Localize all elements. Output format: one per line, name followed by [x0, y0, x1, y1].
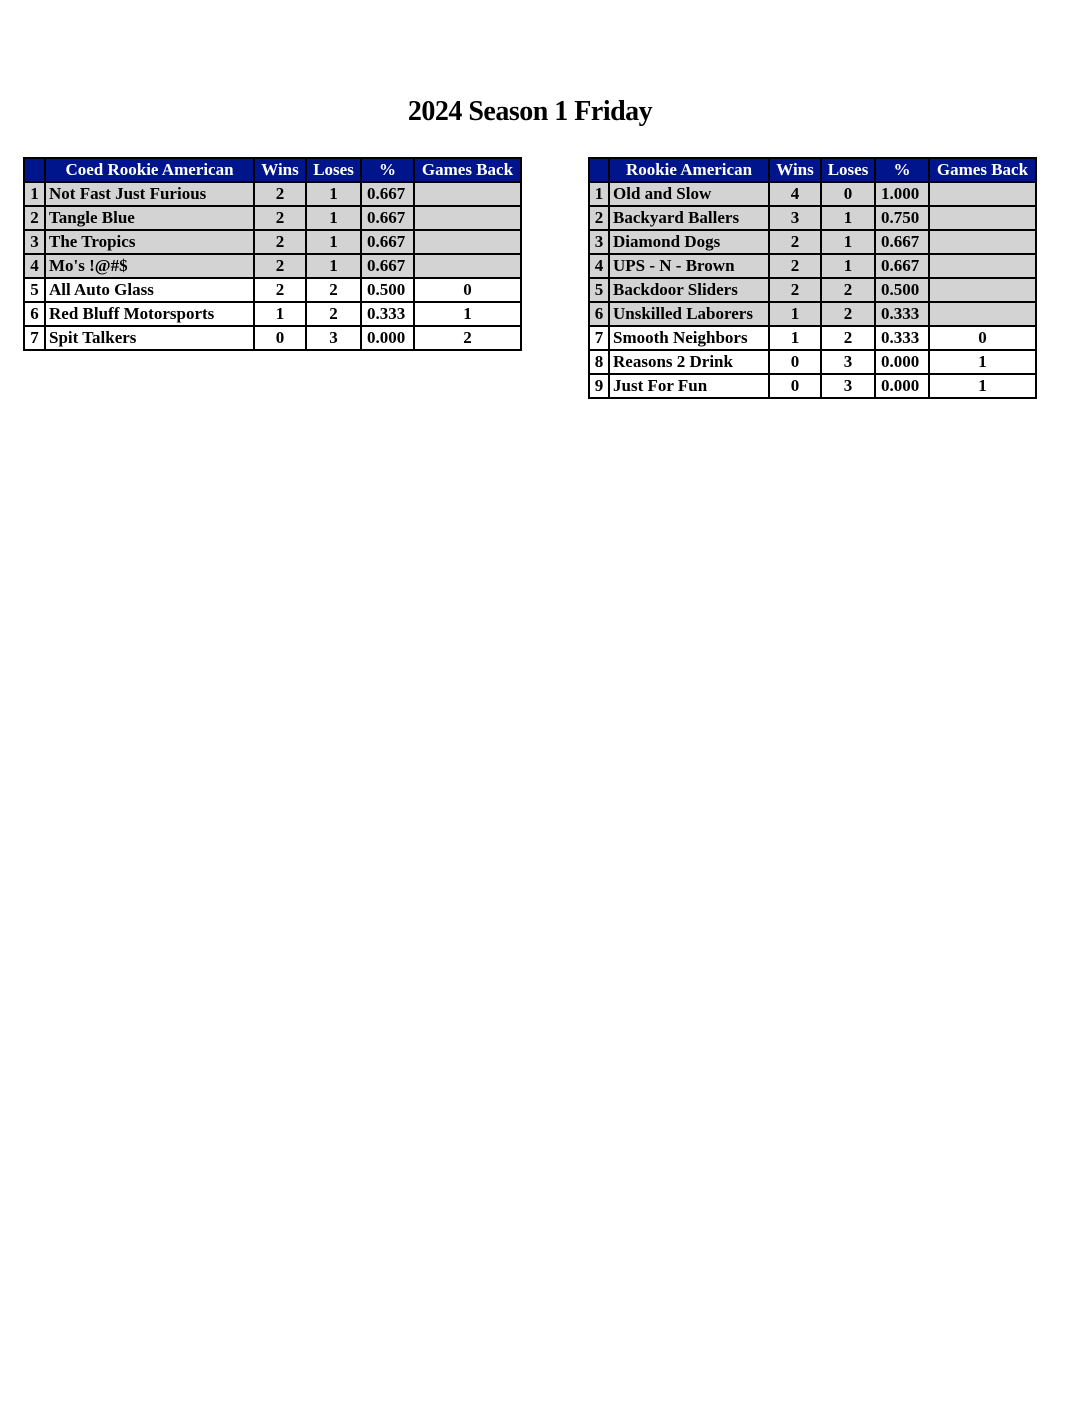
wins-cell: 1 — [769, 326, 821, 350]
pct-cell: 0.333 — [875, 302, 929, 326]
pct-cell: 0.000 — [361, 326, 414, 350]
wins-cell: 0 — [769, 350, 821, 374]
pct-cell: 0.500 — [361, 278, 414, 302]
pct-cell: 0.000 — [875, 374, 929, 398]
wins-header: Wins — [254, 158, 306, 182]
loses-cell: 2 — [821, 326, 875, 350]
wins-cell: 2 — [254, 254, 306, 278]
rank-cell: 4 — [24, 254, 45, 278]
team-name-cell: Reasons 2 Drink — [609, 350, 769, 374]
wins-cell: 1 — [769, 302, 821, 326]
team-name-cell: Tangle Blue — [45, 206, 254, 230]
team-name-cell: Old and Slow — [609, 182, 769, 206]
pct-cell: 1.000 — [875, 182, 929, 206]
team-name-cell: Just For Fun — [609, 374, 769, 398]
rank-cell: 8 — [589, 350, 609, 374]
games-back-cell — [929, 230, 1036, 254]
wins-cell: 2 — [254, 206, 306, 230]
standings-body — [24, 182, 521, 350]
pct-cell: 0.667 — [361, 254, 414, 278]
pct-cell: 0.667 — [361, 206, 414, 230]
loses-cell: 2 — [306, 278, 361, 302]
table-row — [589, 230, 1036, 254]
table-row — [589, 350, 1036, 374]
rank-cell: 9 — [589, 374, 609, 398]
rank-cell: 6 — [24, 302, 45, 326]
wins-cell: 2 — [254, 230, 306, 254]
division-name-header: Rookie American — [609, 158, 769, 182]
table-row — [24, 254, 521, 278]
pct-cell: 0.000 — [875, 350, 929, 374]
wins-cell: 1 — [254, 302, 306, 326]
division-name-header: Coed Rookie American — [45, 158, 254, 182]
pct-cell: 0.667 — [875, 230, 929, 254]
loses-cell: 2 — [821, 302, 875, 326]
team-name-cell: Backyard Ballers — [609, 206, 769, 230]
wins-cell: 0 — [769, 374, 821, 398]
team-name-cell: Unskilled Laborers — [609, 302, 769, 326]
rank-cell: 3 — [589, 230, 609, 254]
loses-cell: 3 — [306, 326, 361, 350]
loses-cell: 1 — [306, 206, 361, 230]
wins-cell: 2 — [254, 278, 306, 302]
table-row — [24, 206, 521, 230]
games-back-cell — [929, 206, 1036, 230]
rank-cell: 7 — [24, 326, 45, 350]
table-row — [24, 326, 521, 350]
pct-header: % — [875, 158, 929, 182]
games-back-cell — [414, 254, 521, 278]
loses-cell: 2 — [306, 302, 361, 326]
pct-cell: 0.667 — [875, 254, 929, 278]
loses-cell: 3 — [821, 350, 875, 374]
games-back-cell: 2 — [414, 326, 521, 350]
table-row — [589, 326, 1036, 350]
games-back-cell — [414, 182, 521, 206]
team-name-cell: Red Bluff Motorsports — [45, 302, 254, 326]
loses-cell: 1 — [306, 254, 361, 278]
table-row — [589, 302, 1036, 326]
team-name-cell: UPS - N - Brown — [609, 254, 769, 278]
page-title: 2024 Season 1 Friday — [407, 96, 653, 127]
table-row — [24, 230, 521, 254]
pct-cell: 0.667 — [361, 230, 414, 254]
games-back-cell: 1 — [929, 350, 1036, 374]
standings-table-coed-rookie-american — [23, 157, 522, 351]
rank-cell: 5 — [589, 278, 609, 302]
games-back-cell — [929, 302, 1036, 326]
loses-cell: 1 — [821, 206, 875, 230]
wins-cell: 2 — [769, 230, 821, 254]
rank-header — [24, 158, 45, 182]
pct-header: % — [361, 158, 414, 182]
wins-cell: 0 — [254, 326, 306, 350]
loses-cell: 1 — [306, 230, 361, 254]
table-row — [589, 278, 1036, 302]
table-row — [589, 254, 1036, 278]
table-row — [589, 374, 1036, 398]
team-name-cell: Not Fast Just Furious — [45, 182, 254, 206]
games-back-cell: 0 — [414, 278, 521, 302]
rank-cell: 1 — [24, 182, 45, 206]
table-row — [24, 182, 521, 206]
rank-cell: 4 — [589, 254, 609, 278]
loses-header: Loses — [821, 158, 875, 182]
wins-cell: 4 — [769, 182, 821, 206]
loses-cell: 1 — [821, 254, 875, 278]
team-name-cell: Smooth Neighbors — [609, 326, 769, 350]
pct-cell: 0.333 — [361, 302, 414, 326]
pct-cell: 0.333 — [875, 326, 929, 350]
games-back-cell — [929, 254, 1036, 278]
games-back-cell — [929, 182, 1036, 206]
team-name-cell: Backdoor Sliders — [609, 278, 769, 302]
rank-cell: 2 — [589, 206, 609, 230]
team-name-cell: The Tropics — [45, 230, 254, 254]
team-name-cell: All Auto Glass — [45, 278, 254, 302]
table-row — [24, 278, 521, 302]
header-row — [589, 158, 1036, 182]
team-name-cell: Diamond Dogs — [609, 230, 769, 254]
table-row — [589, 182, 1036, 206]
wins-cell: 2 — [254, 182, 306, 206]
loses-cell: 0 — [821, 182, 875, 206]
games-back-cell: 0 — [929, 326, 1036, 350]
loses-header: Loses — [306, 158, 361, 182]
games-back-cell — [414, 206, 521, 230]
wins-cell: 2 — [769, 278, 821, 302]
rank-cell: 6 — [589, 302, 609, 326]
games-back-header: Games Back — [929, 158, 1036, 182]
standings-body — [589, 182, 1036, 398]
loses-cell: 2 — [821, 278, 875, 302]
wins-cell: 3 — [769, 206, 821, 230]
loses-cell: 1 — [821, 230, 875, 254]
wins-cell: 2 — [769, 254, 821, 278]
games-back-cell — [929, 278, 1036, 302]
games-back-cell: 1 — [929, 374, 1036, 398]
rank-header — [589, 158, 609, 182]
team-name-cell: Spit Talkers — [45, 326, 254, 350]
rank-cell: 5 — [24, 278, 45, 302]
table-row — [24, 302, 521, 326]
loses-cell: 1 — [306, 182, 361, 206]
table-row — [589, 206, 1036, 230]
pct-cell: 0.750 — [875, 206, 929, 230]
team-name-cell: Mo's !@#$ — [45, 254, 254, 278]
pct-cell: 0.667 — [361, 182, 414, 206]
rank-cell: 7 — [589, 326, 609, 350]
pct-cell: 0.500 — [875, 278, 929, 302]
games-back-header: Games Back — [414, 158, 521, 182]
loses-cell: 3 — [821, 374, 875, 398]
header-row — [24, 158, 521, 182]
standings-table-rookie-american — [588, 157, 1037, 399]
games-back-cell: 1 — [414, 302, 521, 326]
rank-cell: 2 — [24, 206, 45, 230]
rank-cell: 1 — [589, 182, 609, 206]
games-back-cell — [414, 230, 521, 254]
wins-header: Wins — [769, 158, 821, 182]
rank-cell: 3 — [24, 230, 45, 254]
